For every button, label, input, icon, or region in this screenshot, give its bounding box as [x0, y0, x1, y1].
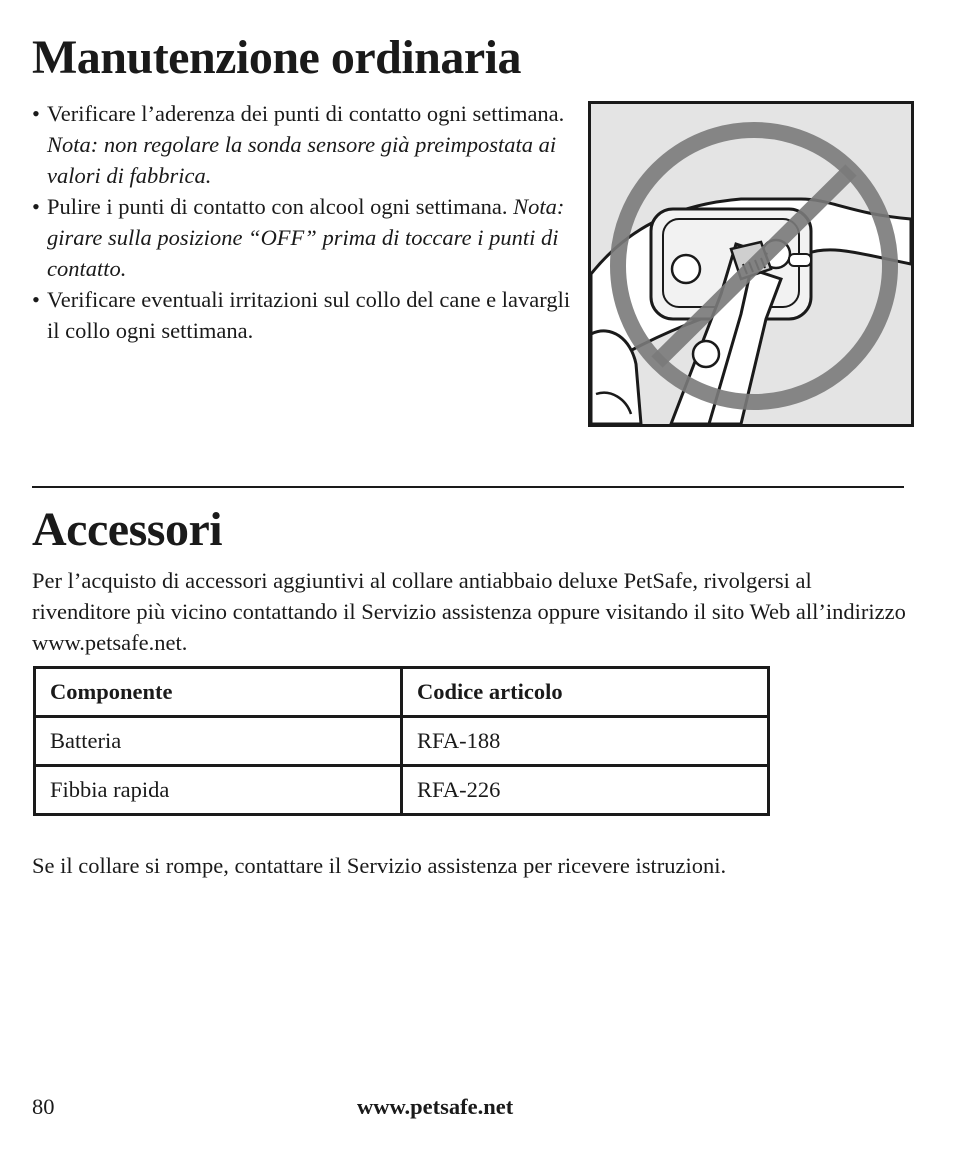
table-row [35, 717, 769, 766]
list-item-note: Nota: non regolare la sonda sensore già preimpostata ai valori di fabbrica. [47, 132, 557, 188]
table-cell: Batteria [35, 717, 402, 766]
table-cell: Fibbia rapida [35, 766, 402, 815]
section-title-accessories: Accessori [32, 503, 223, 556]
column-header-part-code: Codice articolo [402, 668, 769, 717]
prohibition-sign-icon [591, 104, 911, 424]
accessories-intro: Per l’acquisto di accessori aggiuntivi al collare antiabbaio deluxe PetSafe, rivolgersi al rivenditore più vicino contattando il Servizio assistenza oppure visitando il sito Web all’indirizzo www.petsafe.net. [32, 568, 906, 655]
list-item-text: Pulire i punti di contatto con alcool ogni settimana. [47, 194, 514, 219]
accessories-note: Se il collare si rompe, contattare il Servizio assistenza per ricevere istruzioni. [32, 853, 727, 878]
list-item [32, 98, 577, 191]
list-item-text: Verificare eventuali irritazioni sul collo del cane e lavargli il collo ogni settimana. [47, 287, 571, 343]
bullet-marker: • [32, 287, 40, 312]
accessories-table [33, 666, 770, 816]
list-item [32, 284, 577, 346]
page-number: 80 [32, 1094, 55, 1119]
bullet-marker: • [32, 101, 40, 126]
table-header-row [35, 668, 769, 717]
sensor-probe [789, 254, 811, 266]
maintenance-list [32, 98, 577, 346]
section-divider [32, 486, 904, 488]
section-title-maintenance: Manutenzione ordinaria [32, 31, 521, 84]
table-cell: RFA-188 [402, 717, 769, 766]
table-row [35, 766, 769, 815]
list-item [32, 191, 577, 284]
bullet-marker: • [32, 194, 40, 219]
list-item-note: Nota: girare sulla posizione “OFF” prima di toccare i punti di contatto. [47, 194, 565, 281]
column-header-component: Componente [35, 668, 402, 717]
list-item-text: Verificare l’aderenza dei punti di contatto ogni settimana. [47, 101, 565, 126]
contact-point [672, 255, 700, 283]
illustration-no-pliers [588, 101, 914, 427]
footer-url: www.petsafe.net [357, 1094, 514, 1119]
pliers-rivet [693, 341, 719, 367]
table-cell: RFA-226 [402, 766, 769, 815]
